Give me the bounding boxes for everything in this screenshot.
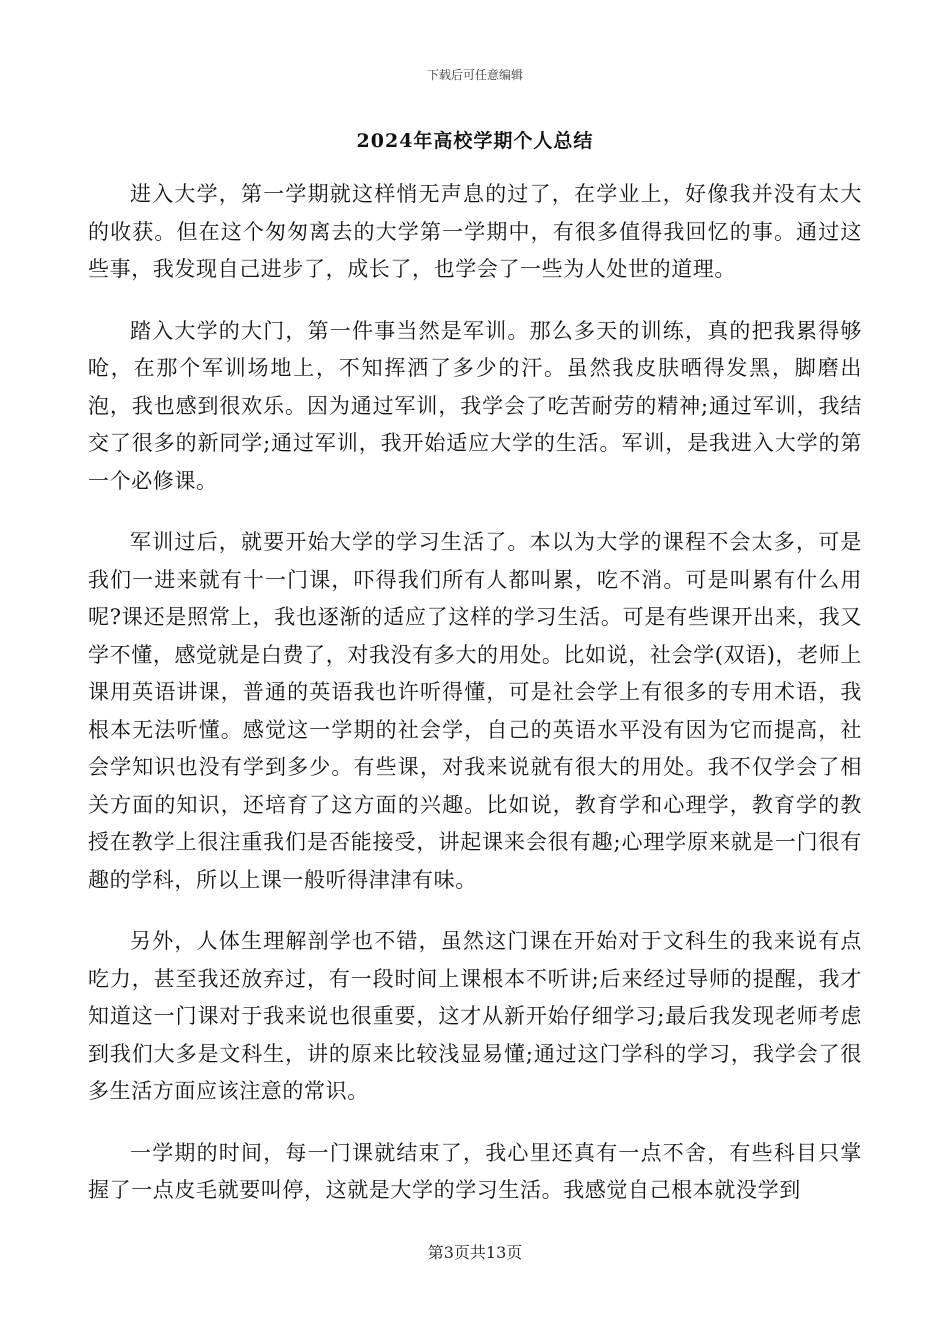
page-number: 第3页共13页 (427, 1243, 523, 1262)
paragraph-5: 一学期的时间，每一门课就结束了，我心里还真有一点不舍，有些科目只掌握了一点皮毛就要叫停，这就是大学的学习生活。我感觉自己根本就没学到 (88, 1140, 862, 1202)
document-body (88, 176, 862, 1234)
paragraph-4: 另外，人体生理解剖学也不错，虽然这门课在开始对于文科生的我来说有点吃力，甚至我还放弃过，有一段时间上课根本不听讲;后来经过导师的提醒，我才知道这一门课对于我来说也很重要，这才从新开始仔细学习;最后我发现老师考虑到我们大多是文科生，讲的原来比较浅显易懂;通过这门学科的学习，我学会了很多生活方面应该注意的常识。 (88, 929, 862, 1103)
paragraph-1: 进入大学，第一学期就这样悄无声息的过了，在学业上，好像我并没有太大的收获。但在这个匆匆离去的大学第一学期中，有很多值得我回忆的事。通过这些事，我发现自己进步了，成长了，也学会了一些为人处世的道理。 (88, 182, 862, 281)
paragraph-3: 军训过后，就要开始大学的学习生活了。本以为大学的课程不会太多，可是我们一进来就有十一门课，吓得我们所有人都叫累，吃不消。可是叫累有什么用呢?课还是照常上，我也逐渐的适应了这样的学习生活。可是有些课开出来，我又学不懂，感觉就是白费了，对我没有多大的用处。比如说，社会学(双语)，老师上课用英语讲课，普通的英语我也许听得懂，可是社会学上有很多的专用术语，我根本无法听懂。感觉这一学期的社会学，自己的英语水平没有因为它而提高，社会学知识也没有学到多少。有些课，对我来说就有很大的用处。我不仅学会了相关方面的知识，还培育了这方面的兴趣。比如说，教育学和心理学，教育学的教授在教学上很注重我们是否能接受，讲起课来会很有趣;心理学原来就是一门很有趣的学科，所以上课一般听得津津有味。 (88, 530, 862, 892)
document-title: 2024年高校学期个人总结 (356, 130, 594, 152)
paragraph-2: 踏入大学的大门，第一件事当然是军训。那么多天的训练，真的把我累得够呛，在那个军训场地上，不知挥洒了多少的汗。虽然我皮肤晒得发黑，脚磨出泡，我也感到很欢乐。因为通过军训，我学会了吃苦耐劳的精神;通过军训，我结交了很多的新同学;通过军训，我开始适应大学的生活。军训，是我进入大学的第一个必修课。 (88, 318, 862, 493)
page-header: 下载后可任意编辑 (426, 68, 523, 82)
